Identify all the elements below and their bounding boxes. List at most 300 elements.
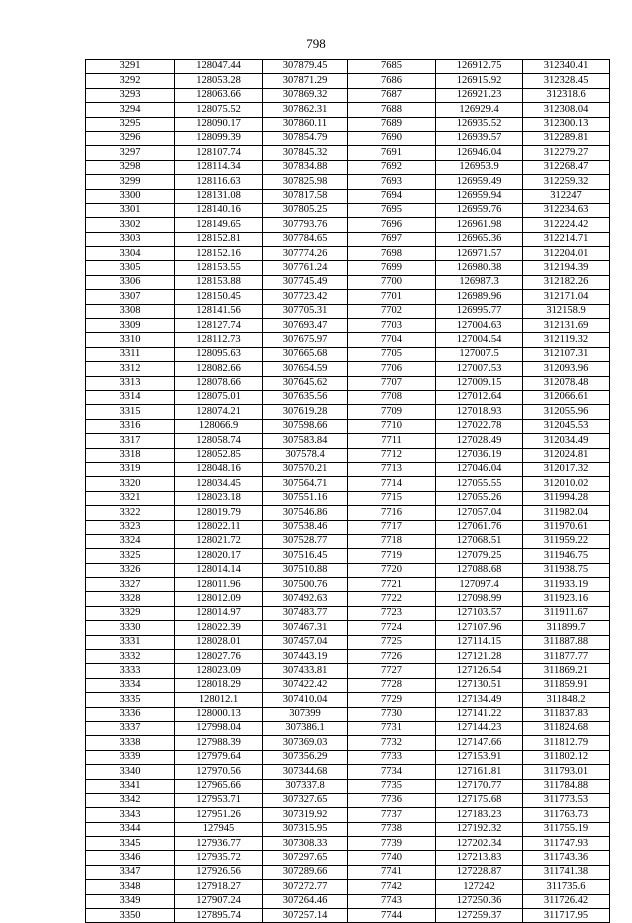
x-coordinate-cell: 126959.76 [436, 203, 523, 217]
point-number-cell: 3312 [86, 362, 175, 376]
y-coordinate-cell: 312034.49 [523, 434, 610, 448]
table-row [86, 578, 610, 592]
point-number-cell: 3323 [86, 520, 175, 534]
x-coordinate-cell: 128012.09 [175, 592, 263, 606]
x-coordinate-cell: 127988.39 [175, 736, 263, 750]
point-number-cell: 7720 [348, 563, 436, 577]
table-row [86, 822, 610, 836]
y-coordinate-cell: 312024.81 [523, 448, 610, 462]
point-number-cell: 7702 [348, 304, 436, 318]
y-coordinate-cell: 311946.75 [523, 549, 610, 563]
y-coordinate-cell: 307337.8 [263, 779, 348, 793]
x-coordinate-cell: 127153.91 [436, 750, 523, 764]
x-coordinate-cell: 128018.29 [175, 678, 263, 692]
y-coordinate-cell: 307510.88 [263, 563, 348, 577]
x-coordinate-cell: 128014.97 [175, 606, 263, 620]
y-coordinate-cell: 307546.86 [263, 506, 348, 520]
y-coordinate-cell: 312318.6 [523, 88, 610, 102]
y-coordinate-cell: 307551.16 [263, 491, 348, 505]
point-number-cell: 3292 [86, 74, 175, 88]
table-row [86, 621, 610, 635]
point-number-cell: 3329 [86, 606, 175, 620]
table-row [86, 779, 610, 793]
point-number-cell: 7728 [348, 678, 436, 692]
x-coordinate-cell: 128114.34 [175, 160, 263, 174]
point-number-cell: 7739 [348, 837, 436, 851]
point-number-cell: 7742 [348, 880, 436, 894]
x-coordinate-cell: 126939.57 [436, 131, 523, 145]
point-number-cell: 7697 [348, 232, 436, 246]
x-coordinate-cell: 128095.63 [175, 347, 263, 361]
y-coordinate-cell: 312268.47 [523, 160, 610, 174]
point-number-cell: 7713 [348, 462, 436, 476]
x-coordinate-cell: 126989.96 [436, 290, 523, 304]
point-number-cell: 3311 [86, 347, 175, 361]
table-row [86, 477, 610, 491]
table-row [86, 160, 610, 174]
y-coordinate-cell: 312204.01 [523, 247, 610, 261]
point-number-cell: 7699 [348, 261, 436, 275]
point-number-cell: 7700 [348, 275, 436, 289]
point-number-cell: 7736 [348, 793, 436, 807]
x-coordinate-cell: 128075.52 [175, 103, 263, 117]
point-number-cell: 3297 [86, 146, 175, 160]
x-coordinate-cell: 127161.81 [436, 765, 523, 779]
x-coordinate-cell: 128075.01 [175, 390, 263, 404]
point-number-cell: 3326 [86, 563, 175, 577]
point-number-cell: 7738 [348, 822, 436, 836]
y-coordinate-cell: 307516.45 [263, 549, 348, 563]
y-coordinate-cell: 307745.49 [263, 275, 348, 289]
table-row [86, 232, 610, 246]
x-coordinate-cell: 128140.16 [175, 203, 263, 217]
point-number-cell: 7706 [348, 362, 436, 376]
table-row [86, 606, 610, 620]
y-coordinate-cell: 307774.26 [263, 247, 348, 261]
y-coordinate-cell: 307693.47 [263, 319, 348, 333]
x-coordinate-cell: 127259.37 [436, 909, 523, 923]
point-number-cell: 7727 [348, 664, 436, 678]
point-number-cell: 3347 [86, 865, 175, 879]
x-coordinate-cell: 127170.77 [436, 779, 523, 793]
x-coordinate-cell: 127068.51 [436, 534, 523, 548]
x-coordinate-cell: 126915.92 [436, 74, 523, 88]
point-number-cell: 3346 [86, 851, 175, 865]
point-number-cell: 7722 [348, 592, 436, 606]
point-number-cell: 7724 [348, 621, 436, 635]
y-coordinate-cell: 312078.48 [523, 376, 610, 390]
y-coordinate-cell: 311859.91 [523, 678, 610, 692]
point-number-cell: 3295 [86, 117, 175, 131]
point-number-cell: 3300 [86, 189, 175, 203]
x-coordinate-cell: 127007.53 [436, 362, 523, 376]
point-number-cell: 7714 [348, 477, 436, 491]
y-coordinate-cell: 311743.36 [523, 851, 610, 865]
x-coordinate-cell: 128020.17 [175, 549, 263, 563]
point-number-cell: 7732 [348, 736, 436, 750]
point-number-cell: 7696 [348, 218, 436, 232]
y-coordinate-cell: 307422.42 [263, 678, 348, 692]
table-row [86, 60, 610, 74]
y-coordinate-cell: 311877.77 [523, 650, 610, 664]
y-coordinate-cell: 312234.63 [523, 203, 610, 217]
point-number-cell: 3332 [86, 650, 175, 664]
y-coordinate-cell: 307570.21 [263, 462, 348, 476]
point-number-cell: 3335 [86, 693, 175, 707]
y-coordinate-cell: 311735.6 [523, 880, 610, 894]
table-row [86, 592, 610, 606]
x-coordinate-cell: 128112.73 [175, 333, 263, 347]
x-coordinate-cell: 127979.64 [175, 750, 263, 764]
y-coordinate-cell: 307319.92 [263, 808, 348, 822]
x-coordinate-cell: 127046.04 [436, 462, 523, 476]
y-coordinate-cell: 307834.88 [263, 160, 348, 174]
table-row [86, 405, 610, 419]
point-number-cell: 7689 [348, 117, 436, 131]
point-number-cell: 3327 [86, 578, 175, 592]
point-number-cell: 3333 [86, 664, 175, 678]
point-number-cell: 7731 [348, 721, 436, 735]
x-coordinate-cell: 128074.21 [175, 405, 263, 419]
point-number-cell: 3296 [86, 131, 175, 145]
point-number-cell: 7704 [348, 333, 436, 347]
y-coordinate-cell: 307297.65 [263, 851, 348, 865]
point-number-cell: 7718 [348, 534, 436, 548]
y-coordinate-cell: 307443.19 [263, 650, 348, 664]
table-row [86, 218, 610, 232]
point-number-cell: 3340 [86, 765, 175, 779]
point-number-cell: 3314 [86, 390, 175, 404]
y-coordinate-cell: 307483.77 [263, 606, 348, 620]
point-number-cell: 7695 [348, 203, 436, 217]
point-number-cell: 7705 [348, 347, 436, 361]
point-number-cell: 7710 [348, 419, 436, 433]
x-coordinate-cell: 128078.66 [175, 376, 263, 390]
x-coordinate-cell: 126912.75 [436, 60, 523, 74]
x-coordinate-cell: 128034.45 [175, 477, 263, 491]
y-coordinate-cell: 307845.32 [263, 146, 348, 160]
x-coordinate-cell: 127144.23 [436, 721, 523, 735]
x-coordinate-cell: 127936.77 [175, 837, 263, 851]
x-coordinate-cell: 128131.08 [175, 189, 263, 203]
point-number-cell: 3307 [86, 290, 175, 304]
x-coordinate-cell: 126946.04 [436, 146, 523, 160]
y-coordinate-cell: 307619.28 [263, 405, 348, 419]
table-row [86, 189, 610, 203]
point-number-cell: 7687 [348, 88, 436, 102]
y-coordinate-cell: 311923.16 [523, 592, 610, 606]
x-coordinate-cell: 127141.22 [436, 707, 523, 721]
table-row [86, 793, 610, 807]
table-row [86, 203, 610, 217]
point-number-cell: 3339 [86, 750, 175, 764]
point-number-cell: 7723 [348, 606, 436, 620]
y-coordinate-cell: 307723.42 [263, 290, 348, 304]
point-number-cell: 3324 [86, 534, 175, 548]
table-row [86, 103, 610, 117]
y-coordinate-cell: 307289.66 [263, 865, 348, 879]
y-coordinate-cell: 311970.61 [523, 520, 610, 534]
point-number-cell: 7715 [348, 491, 436, 505]
point-number-cell: 3302 [86, 218, 175, 232]
point-number-cell: 7730 [348, 707, 436, 721]
y-coordinate-cell: 312119.32 [523, 333, 610, 347]
y-coordinate-cell: 307871.29 [263, 74, 348, 88]
table-row [86, 247, 610, 261]
point-number-cell: 3328 [86, 592, 175, 606]
point-number-cell: 7686 [348, 74, 436, 88]
table-row [86, 74, 610, 88]
y-coordinate-cell: 307369.03 [263, 736, 348, 750]
table-row [86, 707, 610, 721]
point-number-cell: 3338 [86, 736, 175, 750]
y-coordinate-cell: 312066.61 [523, 390, 610, 404]
point-number-cell: 3321 [86, 491, 175, 505]
y-coordinate-cell: 307784.65 [263, 232, 348, 246]
x-coordinate-cell: 126987.3 [436, 275, 523, 289]
y-coordinate-cell: 307272.77 [263, 880, 348, 894]
y-coordinate-cell: 307315.95 [263, 822, 348, 836]
x-coordinate-cell: 126961.98 [436, 218, 523, 232]
y-coordinate-cell: 307879.45 [263, 60, 348, 74]
table-row [86, 419, 610, 433]
y-coordinate-cell: 312259.32 [523, 175, 610, 189]
x-coordinate-cell: 127103.57 [436, 606, 523, 620]
y-coordinate-cell: 307344.68 [263, 765, 348, 779]
point-number-cell: 3334 [86, 678, 175, 692]
y-coordinate-cell: 311726.42 [523, 894, 610, 908]
y-coordinate-cell: 312093.96 [523, 362, 610, 376]
x-coordinate-cell: 127009.15 [436, 376, 523, 390]
y-coordinate-cell: 307665.68 [263, 347, 348, 361]
x-coordinate-cell: 127895.74 [175, 909, 263, 923]
y-coordinate-cell: 307433.81 [263, 664, 348, 678]
x-coordinate-cell: 128023.18 [175, 491, 263, 505]
x-coordinate-cell: 128141.56 [175, 304, 263, 318]
y-coordinate-cell: 312328.45 [523, 74, 610, 88]
x-coordinate-cell: 128082.66 [175, 362, 263, 376]
y-coordinate-cell: 311763.73 [523, 808, 610, 822]
x-coordinate-cell: 127250.36 [436, 894, 523, 908]
point-number-cell: 7708 [348, 390, 436, 404]
x-coordinate-cell: 128000.13 [175, 707, 263, 721]
point-number-cell: 7729 [348, 693, 436, 707]
x-coordinate-cell: 126980.38 [436, 261, 523, 275]
table-row [86, 275, 610, 289]
point-number-cell: 7712 [348, 448, 436, 462]
y-coordinate-cell: 307492.63 [263, 592, 348, 606]
table-row [86, 750, 610, 764]
table-row [86, 865, 610, 879]
x-coordinate-cell: 127107.96 [436, 621, 523, 635]
x-coordinate-cell: 128053.28 [175, 74, 263, 88]
table-row [86, 491, 610, 505]
y-coordinate-cell: 307854.79 [263, 131, 348, 145]
y-coordinate-cell: 312214.71 [523, 232, 610, 246]
x-coordinate-cell: 127126.54 [436, 664, 523, 678]
table-row [86, 721, 610, 735]
table-row [86, 851, 610, 865]
table-row [86, 362, 610, 376]
x-coordinate-cell: 127004.54 [436, 333, 523, 347]
point-number-cell: 3294 [86, 103, 175, 117]
y-coordinate-cell: 311824.68 [523, 721, 610, 735]
x-coordinate-cell: 127970.56 [175, 765, 263, 779]
y-coordinate-cell: 312055.96 [523, 405, 610, 419]
x-coordinate-cell: 128047.44 [175, 60, 263, 74]
x-coordinate-cell: 128052.85 [175, 448, 263, 462]
x-coordinate-cell: 127079.25 [436, 549, 523, 563]
point-number-cell: 7726 [348, 650, 436, 664]
y-coordinate-cell: 312224.42 [523, 218, 610, 232]
table-row [86, 549, 610, 563]
y-coordinate-cell: 311837.83 [523, 707, 610, 721]
x-coordinate-cell: 127147.66 [436, 736, 523, 750]
y-coordinate-cell: 307264.46 [263, 894, 348, 908]
y-coordinate-cell: 311755.19 [523, 822, 610, 836]
x-coordinate-cell: 128014.14 [175, 563, 263, 577]
table-row [86, 347, 610, 361]
y-coordinate-cell: 307675.97 [263, 333, 348, 347]
y-coordinate-cell: 311747.93 [523, 837, 610, 851]
x-coordinate-cell: 128149.65 [175, 218, 263, 232]
x-coordinate-cell: 127097.4 [436, 578, 523, 592]
table-row [86, 664, 610, 678]
y-coordinate-cell: 307257.14 [263, 909, 348, 923]
table-row [86, 261, 610, 275]
point-number-cell: 3298 [86, 160, 175, 174]
table-row [86, 131, 610, 145]
x-coordinate-cell: 126995.77 [436, 304, 523, 318]
y-coordinate-cell: 312194.39 [523, 261, 610, 275]
x-coordinate-cell: 128152.16 [175, 247, 263, 261]
point-number-cell: 3301 [86, 203, 175, 217]
x-coordinate-cell: 127088.68 [436, 563, 523, 577]
point-number-cell: 7716 [348, 506, 436, 520]
x-coordinate-cell: 127965.66 [175, 779, 263, 793]
y-coordinate-cell: 307860.11 [263, 117, 348, 131]
point-number-cell: 3350 [86, 909, 175, 923]
table-row [86, 880, 610, 894]
x-coordinate-cell: 128153.88 [175, 275, 263, 289]
x-coordinate-cell: 128099.39 [175, 131, 263, 145]
table-row [86, 736, 610, 750]
point-number-cell: 7698 [348, 247, 436, 261]
point-number-cell: 7707 [348, 376, 436, 390]
x-coordinate-cell: 127022.78 [436, 419, 523, 433]
y-coordinate-cell: 307805.25 [263, 203, 348, 217]
point-number-cell: 7734 [348, 765, 436, 779]
x-coordinate-cell: 127057.04 [436, 506, 523, 520]
point-number-cell: 3291 [86, 60, 175, 74]
point-number-cell: 3304 [86, 247, 175, 261]
point-number-cell: 7725 [348, 635, 436, 649]
x-coordinate-cell: 128116.63 [175, 175, 263, 189]
y-coordinate-cell: 312300.13 [523, 117, 610, 131]
table-row [86, 448, 610, 462]
point-number-cell: 7703 [348, 319, 436, 333]
y-coordinate-cell: 307645.62 [263, 376, 348, 390]
point-number-cell: 3341 [86, 779, 175, 793]
x-coordinate-cell: 126953.9 [436, 160, 523, 174]
y-coordinate-cell: 311773.53 [523, 793, 610, 807]
table-row [86, 390, 610, 404]
table-row [86, 175, 610, 189]
x-coordinate-cell: 127907.24 [175, 894, 263, 908]
y-coordinate-cell: 311717.95 [523, 909, 610, 923]
table-row [86, 319, 610, 333]
x-coordinate-cell: 128090.17 [175, 117, 263, 131]
coordinate-table-body [86, 60, 610, 923]
y-coordinate-cell: 311933.19 [523, 578, 610, 592]
point-number-cell: 7743 [348, 894, 436, 908]
x-coordinate-cell: 127998.04 [175, 721, 263, 735]
x-coordinate-cell: 127926.56 [175, 865, 263, 879]
x-coordinate-cell: 126965.36 [436, 232, 523, 246]
y-coordinate-cell: 311982.04 [523, 506, 610, 520]
y-coordinate-cell: 311994.28 [523, 491, 610, 505]
x-coordinate-cell: 126959.94 [436, 189, 523, 203]
y-coordinate-cell: 311802.12 [523, 750, 610, 764]
y-coordinate-cell: 312247 [523, 189, 610, 203]
table-row [86, 304, 610, 318]
point-number-cell: 7735 [348, 779, 436, 793]
x-coordinate-cell: 126971.57 [436, 247, 523, 261]
y-coordinate-cell: 307761.24 [263, 261, 348, 275]
point-number-cell: 3336 [86, 707, 175, 721]
x-coordinate-cell: 128058.74 [175, 434, 263, 448]
y-coordinate-cell: 312010.02 [523, 477, 610, 491]
y-coordinate-cell: 311887.88 [523, 635, 610, 649]
table-row [86, 678, 610, 692]
point-number-cell: 7692 [348, 160, 436, 174]
x-coordinate-cell: 127175.68 [436, 793, 523, 807]
point-number-cell: 7737 [348, 808, 436, 822]
table-row [86, 506, 610, 520]
point-number-cell: 3331 [86, 635, 175, 649]
x-coordinate-cell: 127036.19 [436, 448, 523, 462]
x-coordinate-cell: 127012.64 [436, 390, 523, 404]
y-coordinate-cell: 307583.84 [263, 434, 348, 448]
y-coordinate-cell: 307564.71 [263, 477, 348, 491]
point-number-cell: 7740 [348, 851, 436, 865]
table-row [86, 117, 610, 131]
y-coordinate-cell: 311869.21 [523, 664, 610, 678]
point-number-cell: 3337 [86, 721, 175, 735]
point-number-cell: 3306 [86, 275, 175, 289]
x-coordinate-cell: 128028.01 [175, 635, 263, 649]
y-coordinate-cell: 312289.81 [523, 131, 610, 145]
x-coordinate-cell: 128066.9 [175, 419, 263, 433]
table-row [86, 462, 610, 476]
y-coordinate-cell: 311938.75 [523, 563, 610, 577]
y-coordinate-cell: 312308.04 [523, 103, 610, 117]
table-row [86, 146, 610, 160]
x-coordinate-cell: 128150.45 [175, 290, 263, 304]
table-row [86, 434, 610, 448]
point-number-cell: 7719 [348, 549, 436, 563]
table-row [86, 693, 610, 707]
x-coordinate-cell: 128022.39 [175, 621, 263, 635]
table-row [86, 837, 610, 851]
x-coordinate-cell: 127018.93 [436, 405, 523, 419]
x-coordinate-cell: 128023.09 [175, 664, 263, 678]
y-coordinate-cell: 307308.33 [263, 837, 348, 851]
y-coordinate-cell: 307356.29 [263, 750, 348, 764]
x-coordinate-cell: 126929.4 [436, 103, 523, 117]
table-row [86, 765, 610, 779]
x-coordinate-cell: 128152.81 [175, 232, 263, 246]
